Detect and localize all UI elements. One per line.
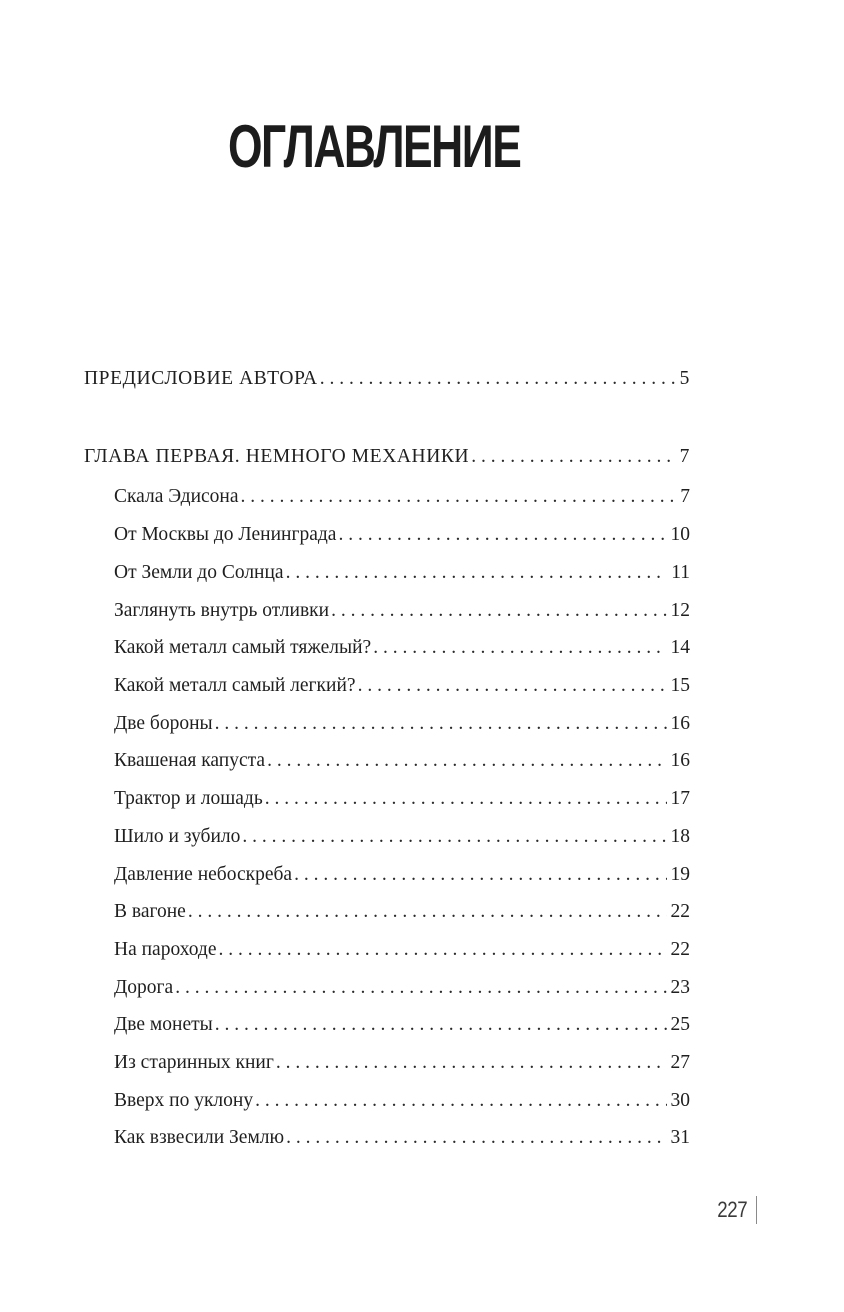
dot-leader [255, 1089, 666, 1113]
toc-entry-page: 25 [670, 1014, 690, 1035]
toc-entry-page: 7 [680, 486, 690, 507]
toc-entry[interactable] [114, 636, 690, 660]
toc-entry-label: Дорога [114, 977, 174, 998]
toc-entry-label: Две монеты [114, 1014, 213, 1035]
toc-entry-page: 16 [670, 713, 690, 734]
toc-entry-label: ГЛАВА ПЕРВАЯ. НЕМНОГО МЕХАНИКИ [84, 446, 470, 467]
toc-entry[interactable] [114, 863, 690, 887]
dot-leader [265, 787, 667, 811]
page-title: ОГЛАВЛЕНИЕ [228, 113, 521, 180]
dot-leader [219, 938, 667, 962]
toc-entry[interactable] [114, 1013, 690, 1037]
toc-entry[interactable] [114, 1089, 690, 1113]
toc-entry-chapter-1[interactable] [84, 445, 690, 469]
toc-entry-page: 27 [670, 1052, 690, 1073]
dot-leader [338, 523, 666, 547]
toc-entry[interactable] [114, 900, 690, 924]
toc-entry[interactable] [114, 712, 690, 736]
toc-entry-label: На пароходе [114, 939, 217, 960]
toc-entry[interactable] [114, 485, 690, 509]
toc-entry-label: Две бороны [114, 713, 213, 734]
toc-entry-label: Заглянуть внутрь отливки [114, 600, 330, 621]
dot-leader [267, 749, 666, 773]
page-number-rule [756, 1196, 757, 1224]
toc-entry-page: 17 [670, 788, 690, 809]
toc-entry[interactable] [114, 599, 690, 623]
toc-entry-page: 10 [670, 524, 690, 545]
toc-entry-page: 14 [670, 637, 690, 658]
dot-leader [241, 485, 677, 509]
toc-entry-label: ПРЕДИСЛОВИЕ АВТОРА [84, 368, 318, 389]
dot-leader [294, 863, 666, 887]
toc-entry[interactable] [114, 749, 690, 773]
dot-leader [358, 674, 667, 698]
toc-entry-label: Скала Эдисона [114, 486, 239, 507]
toc-entry-label: Какой металл самый тяжелый? [114, 637, 372, 658]
dot-leader [242, 825, 666, 849]
toc-entry-page: 22 [670, 901, 690, 922]
dot-leader [331, 599, 666, 623]
toc-entry-label: Шило и зубило [114, 826, 241, 847]
toc-entry-label: Квашеная капуста [114, 750, 266, 771]
toc-entry-page: 31 [670, 1127, 690, 1148]
toc-entry-page: 16 [670, 750, 690, 771]
toc-entry-label: От Земли до Солнца [114, 562, 284, 583]
dot-leader [276, 1051, 667, 1075]
toc-entry[interactable] [114, 1126, 690, 1150]
toc-entry-label: Из старинных книг [114, 1052, 274, 1073]
toc-entry-label: В вагоне [114, 901, 186, 922]
toc-entry[interactable] [114, 825, 690, 849]
toc-entry[interactable] [114, 523, 690, 547]
toc-entry-page: 18 [670, 826, 690, 847]
dot-leader [215, 712, 667, 736]
dot-leader [373, 636, 666, 660]
toc-entry-page: 30 [670, 1090, 690, 1111]
dot-leader [175, 976, 666, 1000]
dot-leader [286, 561, 668, 585]
toc-entry-preface[interactable] [84, 367, 690, 391]
toc-entry-page: 7 [679, 446, 690, 467]
toc-entry-label: Как взвесили Землю [114, 1127, 285, 1148]
dot-leader [471, 445, 675, 469]
toc-entry[interactable] [114, 938, 690, 962]
dot-leader [286, 1126, 666, 1150]
toc-entry-page: 11 [671, 562, 690, 583]
dot-leader [215, 1013, 667, 1037]
page-number: 227 [717, 1197, 747, 1222]
toc-entry-label: От Москвы до Ленинграда [114, 524, 337, 545]
toc-entry[interactable] [114, 1051, 690, 1075]
dot-leader [188, 900, 667, 924]
toc-entry-label: Трактор и лошадь [114, 788, 263, 809]
toc-entry[interactable] [114, 976, 690, 1000]
toc-entry[interactable] [114, 674, 690, 698]
dot-leader [320, 367, 676, 391]
toc-entry-label: Вверх по уклону [114, 1090, 254, 1111]
toc-entry-label: Давление небоскреба [114, 864, 293, 885]
toc-entry-page: 12 [670, 600, 690, 621]
toc-entry-page: 19 [670, 864, 690, 885]
toc-entry-page: 23 [670, 977, 690, 998]
toc-entry[interactable] [114, 561, 690, 585]
toc-entry-page: 15 [670, 675, 690, 696]
toc-entry[interactable] [114, 787, 690, 811]
toc-entry-page: 5 [679, 368, 690, 389]
toc-entry-label: Какой металл самый легкий? [114, 675, 356, 696]
toc-entry-page: 22 [670, 939, 690, 960]
